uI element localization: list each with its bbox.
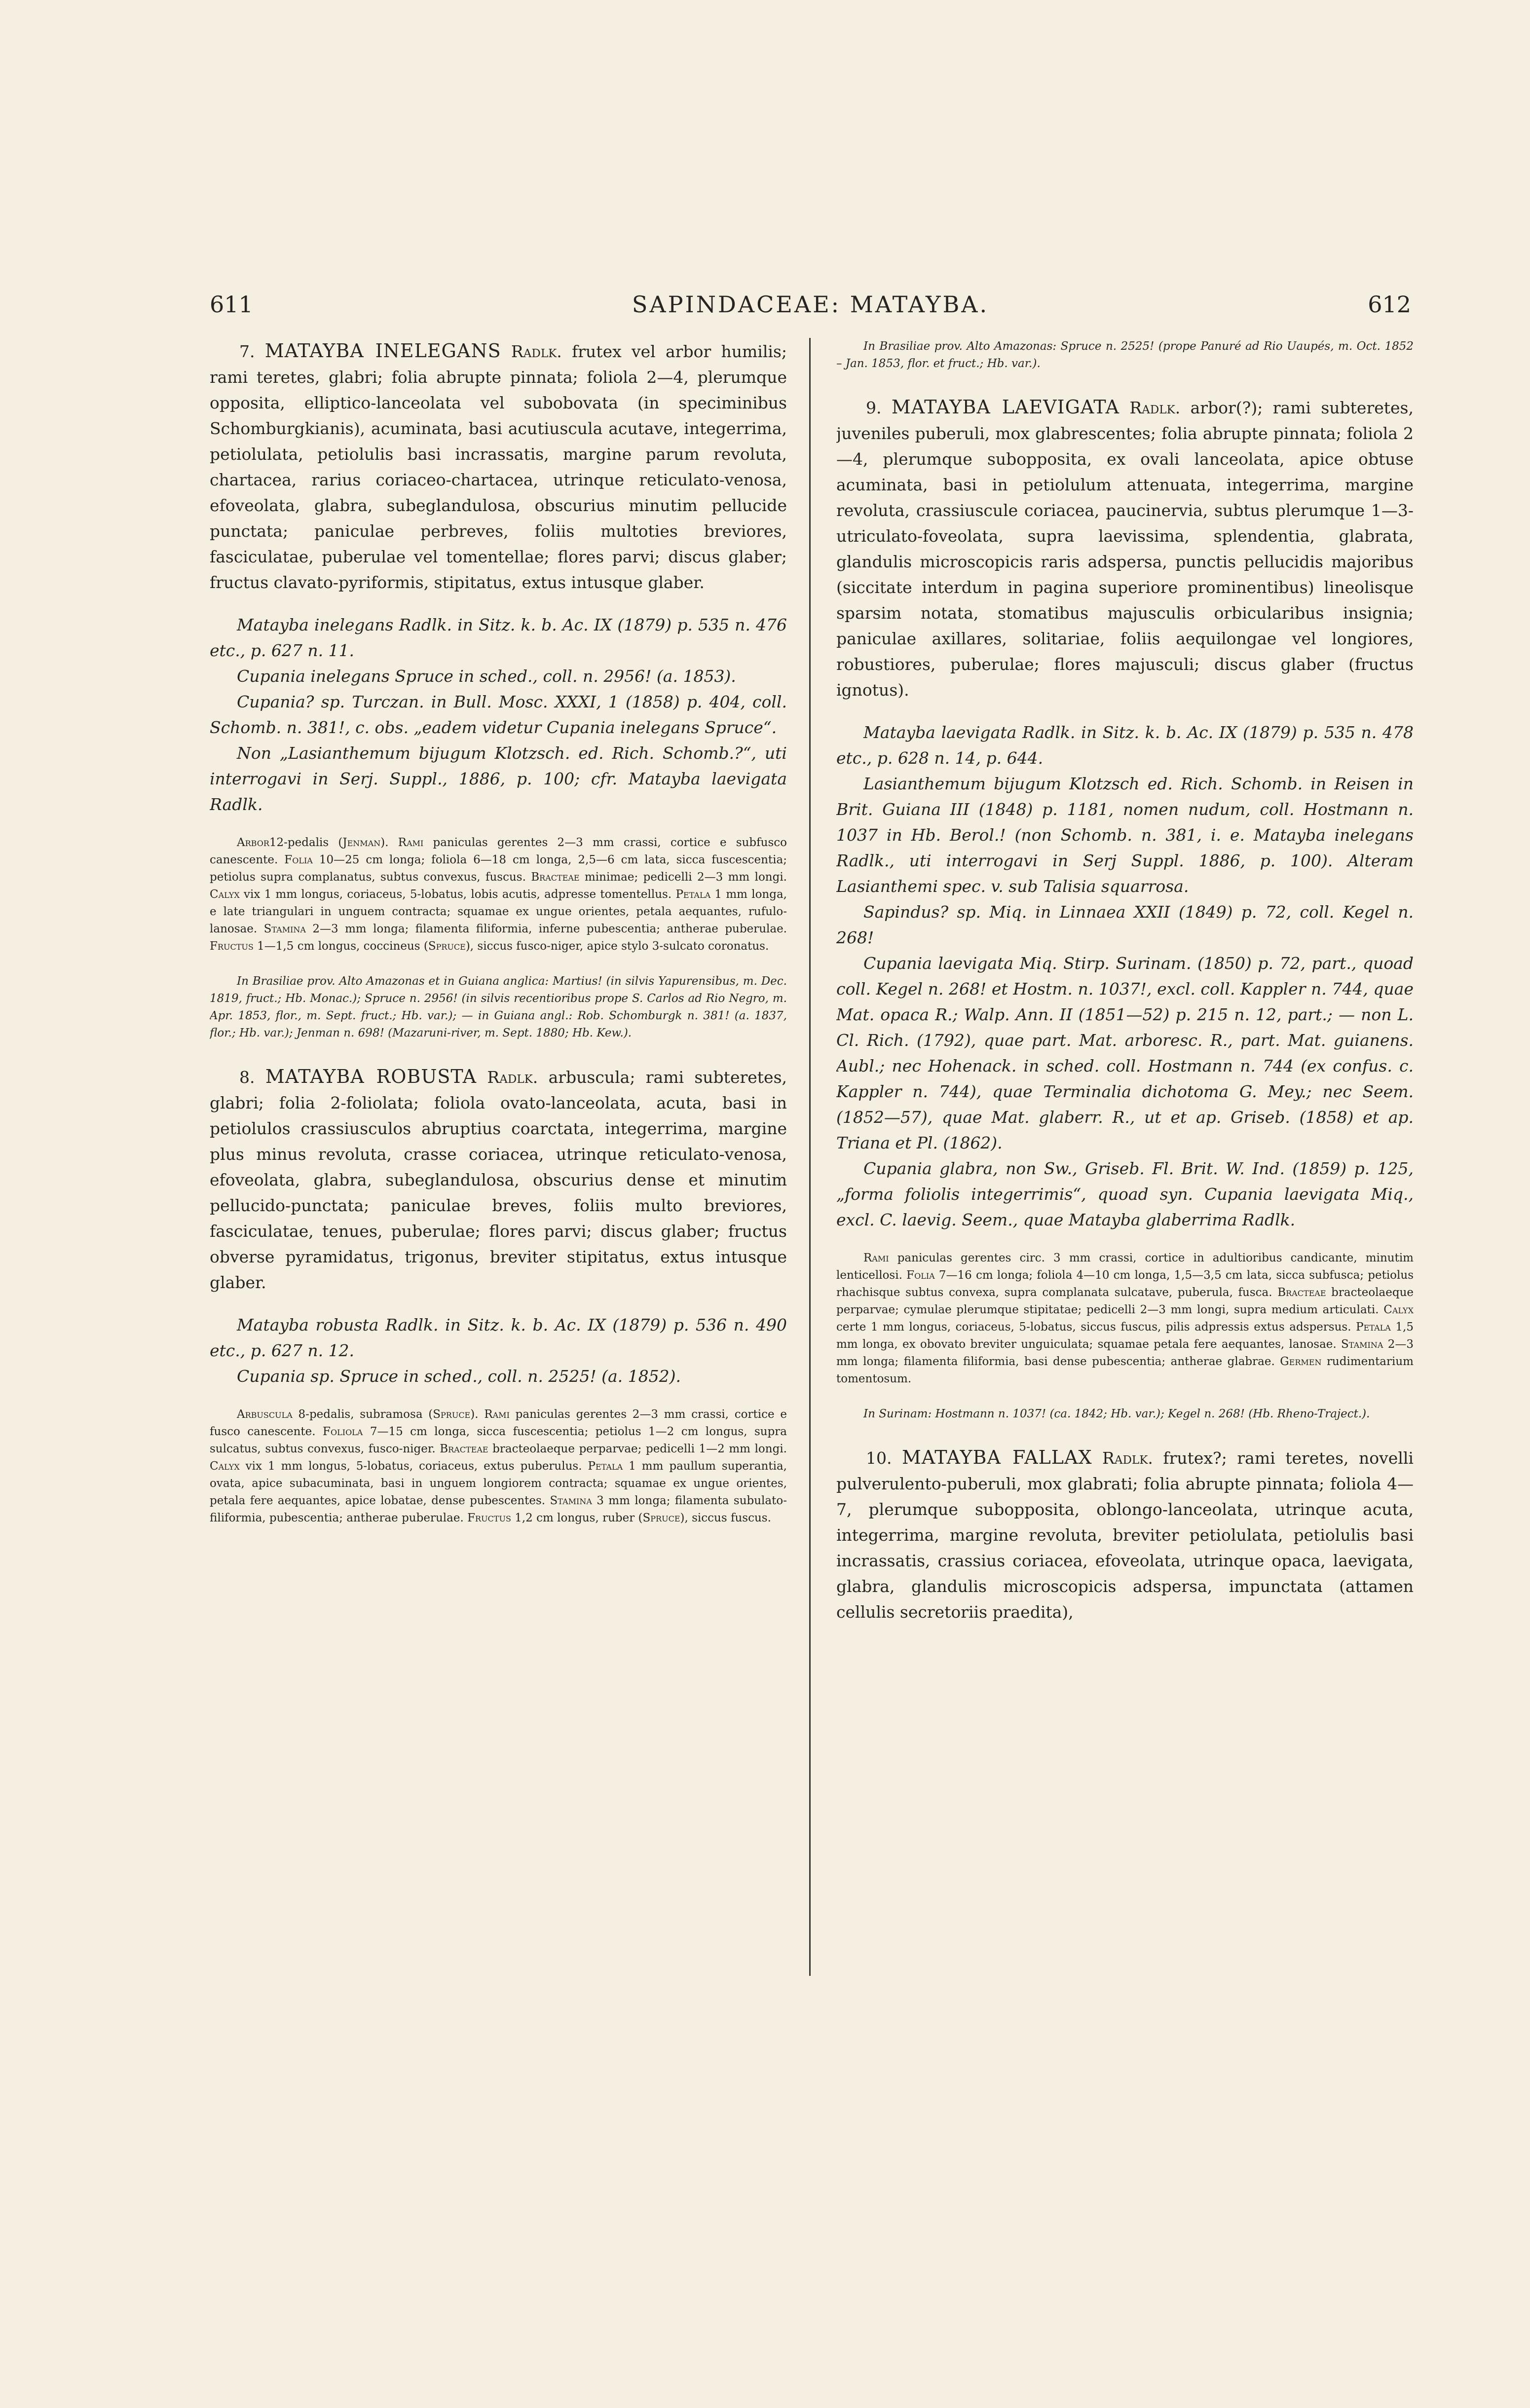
detail-text: bracteolaeque perparvae; cymulae plerumque stipitatae; pedicelli 2—3 mm longi, supra medium articulati. bbox=[836, 1286, 1414, 1316]
species-number: 9. bbox=[866, 398, 882, 417]
term-germen: Germen bbox=[1280, 1355, 1322, 1368]
species-name: MATAYBA FALLAX bbox=[902, 1446, 1092, 1468]
species-number: 8. bbox=[239, 1068, 255, 1087]
detail-text: paniculas gerentes circ. 3 mm crassi, cortice in adultioribus candicante, minutim lenticellosi. bbox=[836, 1252, 1414, 1282]
page-number-right: 612 bbox=[1368, 291, 1411, 318]
detail-text: 1,5 mm longa, ex obovato breviter unguiculata; squamae petala fere aequantes, lanosae. bbox=[836, 1321, 1414, 1351]
left-column bbox=[210, 338, 787, 2366]
citation: Cupania glabra, non Sw., Griseb. Fl. Brit. W. Ind. (1859) p. 125, „forma foliolis integerrimis“, quoad syn. Cupania laevigata Miq., excl. C. laevig. Seem., quae Matayba glaberrima Radlk. bbox=[836, 1159, 1414, 1229]
localities-9: In Surinam: Hostmann n. 1037! (ca. 1842; Hb. var.); Kegel n. 268! (Hb. Rheno-Traject.). bbox=[863, 1408, 1370, 1420]
morphology-details-7 bbox=[210, 834, 787, 955]
collector-name: Jenman bbox=[342, 836, 381, 849]
collector-name: Spruce bbox=[433, 1408, 471, 1421]
morphology-details-9 bbox=[836, 1250, 1414, 1388]
detail-text: 8-pedalis, subramosa ( bbox=[292, 1408, 433, 1421]
citation: Cupania? sp. Turczan. in Bull. Mosc. XXXI, 1 (1858) p. 404, coll. Schomb. n. 381!, c. obs. „eadem videtur Cupania inelegans Spruce“. bbox=[210, 692, 787, 737]
species-description: frutex?; rami teretes, novelli pulverulento-puberuli, mox glabrati; folia abrupte pinnata; foliola 4—7, plerumque subopposita, oblongo-lanceolata, utrinque acuta, integerrima, margine revoluta, breviter petiolulata, petiolulis basi incrassatis, crassius coriacea, efoveolata, utrinque opaca, laevigata, glabra, glandulis microscopicis adspersa, impunctata (attamen cellulis secretoriis praedita), bbox=[836, 1448, 1414, 1622]
detail-text: 1,2 cm longus, ruber ( bbox=[511, 1512, 643, 1524]
localities-7: In Brasiliae prov. Alto Amazonas et in Guiana anglica: Martius! (in silvis Yapurensibus, m. Dec. 1819, fruct.; Hb. Monac.); Spruce n. 2956! (in silvis recentioribus prope S. Carlos ad Rio Negro, m. Apr. 1853, flor., m. Sept. fruct.; Hb. var.); — in Guiana angl.: Rob. Schomburgk n. 381! (a. 1837, flor.; Hb. var.); Jenman n. 698! (Mazaruni-river, m. Sept. 1880; Hb. Kew.). bbox=[210, 975, 787, 1039]
citations-7 bbox=[210, 612, 787, 817]
citation: Matayba laevigata Radlk. in Sitz. k. b. Ac. IX (1879) p. 535 n. 478 etc., p. 628 n. 14, p. 644. bbox=[836, 723, 1414, 768]
detail-text: vix 1 mm longus, coriaceus, 5-lobatus, lobis acutis, adpresse tomentellus. bbox=[239, 888, 676, 901]
species-author: Radlk. bbox=[511, 342, 562, 361]
term-arbor: Arbor bbox=[237, 836, 269, 849]
detail-text: 1—1,5 cm longus, coccineus ( bbox=[253, 940, 428, 953]
citations-8 bbox=[210, 1312, 787, 1389]
term-arbuscula: Arbuscula bbox=[237, 1408, 293, 1421]
term-rami: Rami bbox=[484, 1408, 510, 1421]
detail-text: 7—15 cm longa, sicca fuscescentia; petiolus 1—2 cm longus, supra sulcatus, subtus convexus, fusco-niger. bbox=[210, 1425, 787, 1455]
species-author: Radlk. bbox=[1129, 398, 1181, 417]
morphology-details-8 bbox=[210, 1406, 787, 1527]
species-number: 10. bbox=[866, 1448, 892, 1468]
detail-text: 12-pedalis ( bbox=[269, 836, 343, 849]
term-stamina: Stamina bbox=[263, 923, 306, 935]
detail-text: 7—16 cm longa; foliola 4—10 cm longa, 1,5—3,5 cm lata, sicca subfusca; petiolus rhachisque subtus convexa, supra complanata sulcatave, puberula, fusca. bbox=[836, 1269, 1414, 1299]
detail-text: paniculas gerentes 2—3 mm crassi, cortice e subfusco canescente. bbox=[210, 836, 787, 866]
detail-text: vix 1 mm longus, 5-lobatus, coriaceus, extus puberulus. bbox=[239, 1460, 588, 1473]
term-calyx: Calyx bbox=[1383, 1303, 1414, 1316]
page-number-left: 611 bbox=[210, 291, 253, 318]
term-petala: Petala bbox=[675, 888, 711, 901]
page-header bbox=[210, 291, 1411, 326]
species-author: Radlk. bbox=[1102, 1448, 1153, 1468]
term-folia: Folia bbox=[284, 853, 313, 866]
species-description: arbor(?); rami subteretes, juveniles puberuli, mox glabrescentes; folia abrupte pinnata; foliola 2—4, plerumque subopposita, ex ovali lanceolata, apice obtuse acuminata, basi in petiolulum attenuata, integerrima, margine revoluta, crassiuscule coriacea, paucinervia, subtus plerumque 1—3-utriculato-foveolata, supra laevissima, splendentia, glabrata, glandulis microscopicis raris adspersa, punctis pellucidis majoribus (siccitate interdum in pagina superiore prominentibus) lineolisque sparsim notata, stomatibus majusculis orbicularibus insignia; paniculae axillares, solitariae, foliis aequilongae vel longiores, robustiores, puberulae; flores majusculi; discus glaber (fructus ignotus). bbox=[836, 398, 1414, 700]
term-rami: Rami bbox=[398, 836, 424, 849]
detail-text: 2—3 mm longa; filamenta filiformia, basi dense pubescentia; antherae glabrae. bbox=[836, 1338, 1414, 1368]
citation: Non „Lasianthemum bijugum Klotzsch. ed. Rich. Schomb.?“, uti interrogavi in Serj. Suppl., 1886, p. 100; cfr. Matayba laevigata Radlk. bbox=[210, 743, 787, 814]
term-fructus: Fructus bbox=[467, 1512, 511, 1524]
species-entry-8 bbox=[210, 1064, 787, 1296]
term-folia: Folia bbox=[906, 1269, 935, 1282]
citation: Matayba inelegans Radlk. in Sitz. k. b. Ac. IX (1879) p. 535 n. 476 etc., p. 627 n. 11. bbox=[210, 615, 787, 660]
detail-text: bracteolaeque perparvae; pedicelli 1—2 mm longi. bbox=[488, 1443, 787, 1455]
column-divider bbox=[809, 338, 811, 1976]
localities-8: In Brasiliae prov. Alto Amazonas: Spruce n. 2525! (prope Panuré ad Rio Uaupés, m. Oct. 1852 – Jan. 1853, flor. et fruct.; Hb. var.). bbox=[836, 340, 1414, 370]
term-stamina: Stamina bbox=[1341, 1338, 1383, 1351]
species-author: Radlk. bbox=[487, 1068, 538, 1087]
species-entry-10 bbox=[836, 1445, 1414, 1625]
citation: Cupania sp. Spruce in sched., coll. n. 2525! (a. 1852). bbox=[237, 1367, 681, 1386]
species-entry-7 bbox=[210, 338, 787, 595]
citation: Cupania inelegans Spruce in sched., coll. n. 2956! (a. 1853). bbox=[237, 667, 736, 686]
citation: Cupania laevigata Miq. Stirp. Surinam. (1850) p. 72, part., quoad coll. Kegel n. 268! et Hostm. n. 1037!, excl. coll. Kappler n. 744, quae Mat. opaca R.; Walp. Ann. II (1851—52) p. 215 n. 12, part.; — non L. Cl. Rich. (1792), quae part. Mat. arboresc. R., part. Mat. guianens. Aubl.; nec Hohenack. in sched. coll. Hostmann n. 744 (ex confus. c. Kappler n. 744), quae Terminalia dichotoma G. Mey.; nec Seem. (1852—57), quae Mat. glaberr. R., ut et ap. Griseb. (1858) et ap. Triana et Pl. (1862). bbox=[836, 954, 1414, 1152]
detail-text: ), siccus fusco-niger, apice stylo 3-sulcato coronatus. bbox=[465, 940, 769, 953]
detail-text: ). bbox=[470, 1408, 485, 1421]
term-calyx: Calyx bbox=[210, 1460, 240, 1473]
term-stamina: Stamina bbox=[550, 1494, 592, 1507]
detail-text: 2—3 mm longa; filamenta filiformia, inferne pubescentia; antherae puberulae. bbox=[305, 923, 787, 935]
detail-text: 1 mm paullum superantia, ovata, apice subacuminata, basi in unguem longiorem contracta; squamae ex ungue orientes, petala fere aequantes, apice lobatae, dense pubescentes. bbox=[210, 1460, 787, 1507]
term-calyx: Calyx bbox=[210, 888, 240, 901]
species-number: 7. bbox=[239, 342, 255, 361]
species-description: arbuscula; rami subteretes, glabri; folia 2-foliolata; foliola ovato-lanceolata, acuta, basi in petiolulos crassiusculos abruptius coarctata, integerrima, margine plus minus revoluta, crasse coriacea, utrinque reticulato-venosa, efoveolata, glabra, subeglandulosa, obscurius dense et minutim pellucido-punctata; paniculae breves, foliis multo breviores, fasciculatae, tenues, puberulae; flores parvi; discus glaber; fructus obverse pyramidatus, trigonus, breviter stipitatus, extus intusque glaber. bbox=[210, 1068, 787, 1292]
term-rami: Rami bbox=[863, 1252, 889, 1264]
detail-text: ), siccus fuscus. bbox=[680, 1512, 771, 1524]
term-petala: Petala bbox=[1356, 1321, 1391, 1334]
term-fructus: Fructus bbox=[210, 940, 254, 953]
detail-text: 10—25 cm longa; foliola 6—18 cm longa, 2,5—6 cm lata, sicca fuscescentia; petiolus supra complanatus, subtus convexus, fuscus. bbox=[210, 853, 787, 884]
citation: Lasianthemum bijugum Klotzsch ed. Rich. Schomb. in Reisen in Brit. Guiana III (1848) p. 1181, nomen nudum, coll. Hostmann n. 1037 in Hb. Berol.! (non Schomb. n. 381, i. e. Matayba inelegans Radlk., uti interrogavi in Serj Suppl. 1886, p. 100). Alteram Lasianthemi spec. v. sub Talisia squarrosa. bbox=[836, 774, 1414, 896]
term-bracteae: Bracteae bbox=[1277, 1286, 1326, 1299]
detail-text: minimae; pedicelli 2—3 mm longi. bbox=[579, 871, 787, 884]
species-name: MATAYBA INELEGANS bbox=[264, 340, 501, 362]
term-bracteae: Bracteae bbox=[531, 871, 580, 884]
citations-9 bbox=[836, 720, 1414, 1233]
running-title: SAPINDACEAE: MATAYBA. bbox=[632, 291, 989, 318]
species-entry-9 bbox=[836, 394, 1414, 703]
species-description: frutex vel arbor humilis; rami teretes, glabri; folia abrupte pinnata; foliola 2—4, plerumque opposita, elliptico-lanceolata vel subobovata (in speciminibus Schomburgkianis), acuminata, basi acutiuscula acutave, integerrima, petiolulata, petiolulis basi incrassatis, margine parum revoluta, chartacea, rarius coriaceo-chartacea, utrinque reticulato-venosa, efoveolata, glabra, subeglandulosa, obscurius minutim pellucide punctata; paniculae perbreves, foliis multoties breviores, fasciculatae, puberulae vel tomentellae; flores parvi; discus glaber; fructus clavato-pyriformis, stipitatus, extus intusque glaber. bbox=[210, 342, 787, 592]
citation: Sapindus? sp. Miq. in Linnaea XXII (1849) p. 72, coll. Kegel n. 268! bbox=[836, 902, 1414, 947]
detail-text: ). bbox=[380, 836, 398, 849]
detail-text: 1 mm longa, e late triangulari in unguem contracta; squamae ex ungue orientes, petala aequantes, rufulo-lanosae. bbox=[210, 888, 787, 935]
term-petala: Petala bbox=[588, 1460, 623, 1473]
citation: Matayba robusta Radlk. in Sitz. k. b. Ac. IX (1879) p. 536 n. 490 etc., p. 627 n. 12. bbox=[210, 1315, 787, 1360]
collector-name: Spruce bbox=[642, 1512, 680, 1524]
detail-text: paniculas gerentes 2—3 mm crassi, cortice e fusco canescente. bbox=[210, 1408, 787, 1438]
term-bracteae: Bracteae bbox=[440, 1443, 488, 1455]
detail-text: certe 1 mm longus, coriaceus, 5-lobatus, siccus fuscus, pilis adpressis extus adspersus. bbox=[836, 1321, 1356, 1334]
collector-name: Spruce bbox=[428, 940, 466, 953]
detail-text: 3 mm longa; filamenta subulato-filiformia, pubescentia; antherae puberulae. bbox=[210, 1494, 787, 1524]
term-foliola: Foliola bbox=[323, 1425, 363, 1438]
species-name: MATAYBA LAEVIGATA bbox=[891, 396, 1120, 418]
detail-text: rudimentarium tomentosum. bbox=[836, 1355, 1414, 1385]
species-name: MATAYBA ROBUSTA bbox=[265, 1066, 477, 1087]
right-column bbox=[836, 338, 1414, 2366]
